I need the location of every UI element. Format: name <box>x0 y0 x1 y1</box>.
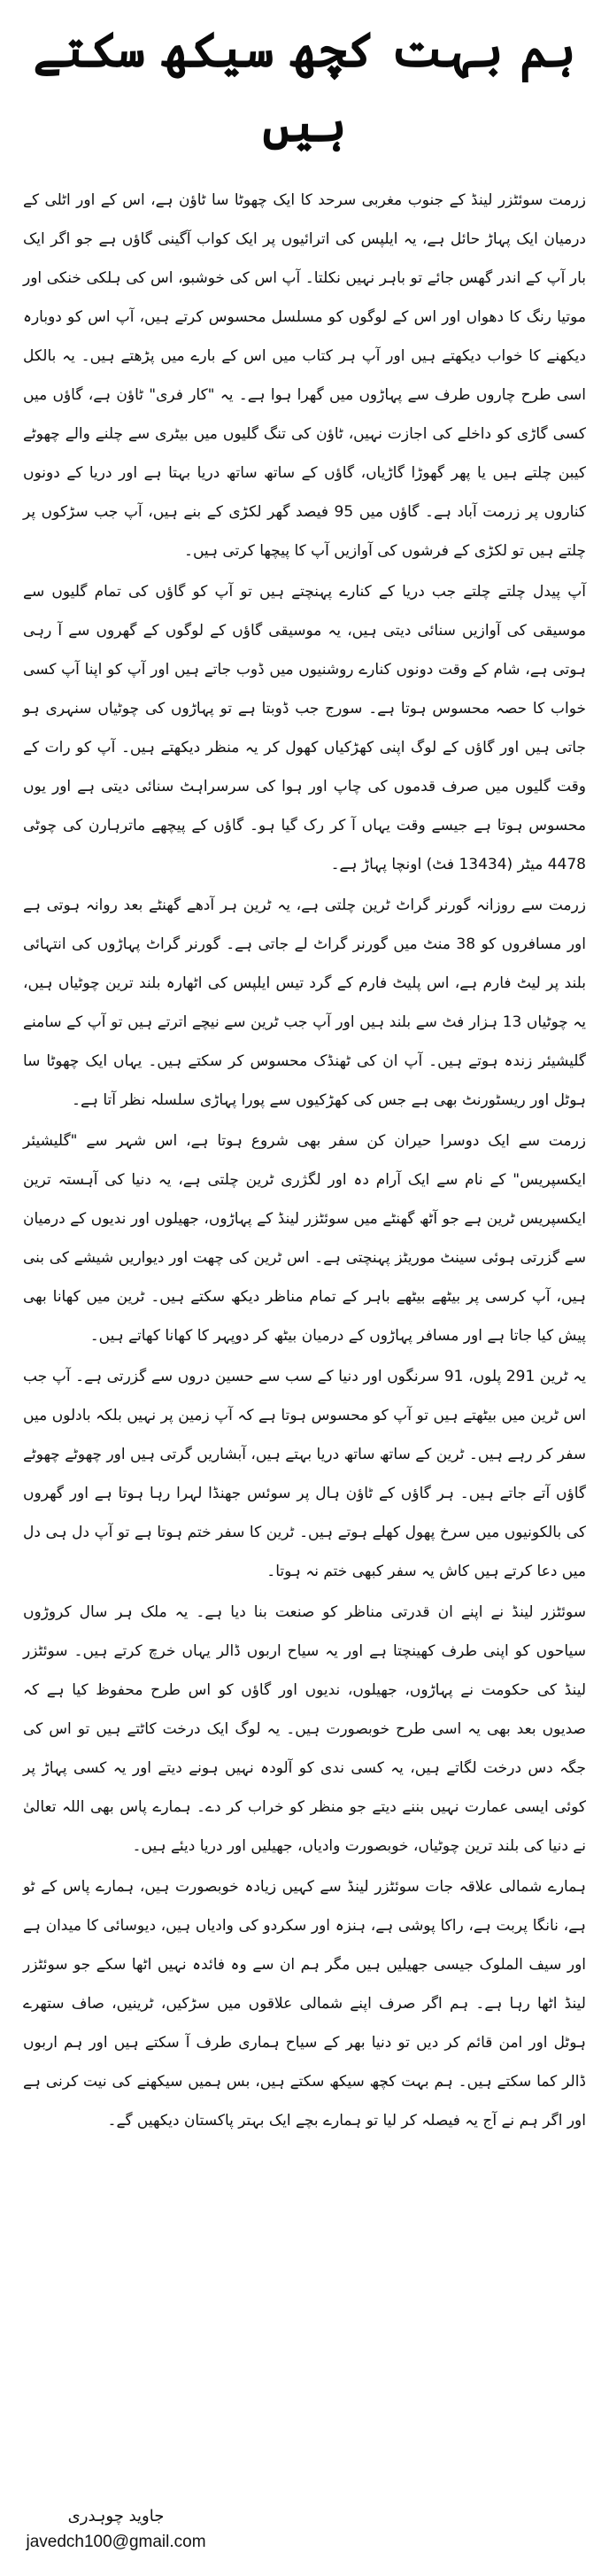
paragraph: آپ پیدل چلتے چلتے جب دریا کے کنارے پہنچتے ہیں تو آپ کو گاؤں کی تمام گلیوں سے موسیقی کی آوازیں سنائی دیتی ہیں، یہ موسیقی گاؤں کے لوگوں کے گھروں سے آ رہی ہوتی ہے، شام کے وقت دونوں کنارے روشنیوں میں ڈوب جاتے ہیں اور آپ کو اپنا آپ کسی خواب کا حصہ محسوس ہوتا ہے۔ سورج جب ڈوبتا ہے تو پہاڑوں کی چوٹیاں سنہری ہو جاتی ہیں اور گاؤں کے لوگ اپنی کھڑکیاں کھول کر یہ منظر دیکھتے ہیں۔ آپ کو رات کے وقت گلیوں میں صرف قدموں کی چاپ اور ہوا کی سرسراہٹ سنائی دیتی ہے اور یوں محسوس ہوتا ہے جیسے وقت یہاں آ کر رک گیا ہو۔ گاؤں کے پیچھے ماترہارن کی چوٹی 4478 میٹر (13434 فٹ) اونچا پہاڑ ہے۔ <box>23 583 586 873</box>
paragraph: زرمت سوئٹزر لینڈ کے جنوب مغربی سرحد کا ایک چھوٹا سا ٹاؤن ہے، اس کے اور اٹلی کے درمیان ایک پہاڑ حائل ہے، یہ ایلپس کی اترائیوں پر ایک کواب آگینی گاؤں ہے جو اگر ایک بار آپ کے اندر گھس جائے تو باہر نہیں نکلتا۔ آپ اس کی خوشبو، اس کی ہلکی خنکی اور موتیا رنگ کا دھواں اور اس کے لوگوں کو مسلسل محسوس کرتے ہیں، آپ اس کو دوبارہ دیکھنے کا خواب دیکھتے ہیں اور آپ ہر کتاب میں اس کے بارے میں پڑھتے ہیں۔ یہ بالکل اسی طرح چاروں طرف سے پہاڑوں میں گھرا ہوا ہے۔ یہ "کار فری" ٹاؤن ہے، گاؤں میں کسی گاڑی کو داخلے کی اجازت نہیں، ٹاؤن کی تنگ گلیوں میں بیٹری سے چلنے والے چھوٹے کیبن چلتے ہیں یا پھر گھوڑا گاڑیاں، گاؤں کے ساتھ ساتھ دریا بہتا ہے اور دریا کے دونوں کناروں پر زرمت آباد ہے۔ گاؤں میں 95 فیصد گھر لکڑی کے بنے ہیں، آپ جب سڑکوں پر چلتے ہیں تو لکڑی کے فرشوں کی آوازیں آپ کا پیچھا کرتی ہیں۔ <box>23 191 586 560</box>
article-body <box>23 181 586 2140</box>
article-title: ہم بہت کچھ سیکھ سکتے ہیں <box>33 21 576 152</box>
author-signoff <box>23 2503 209 2555</box>
paragraph: سوئٹزر لینڈ نے اپنے ان قدرتی مناظر کو صنعت بنا دیا ہے۔ یہ ملک ہر سال کروڑوں سیاحوں کو اپنی طرف کھینچتا ہے اور یہ سیاح اربوں ڈالر یہاں خرچ کرتے ہیں۔ سوئٹزر لینڈ کی حکومت نے پہاڑوں، جھیلوں، ندیوں اور گاؤں کو اس طرح محفوظ کیا ہے کہ صدیوں بعد بھی یہ اسی طرح خوبصورت ہیں۔ یہ لوگ ایک درخت کاٹتے ہیں تو اس کی جگہ دس درخت لگاتے ہیں، یہ کسی ندی کو آلودہ نہیں ہونے دیتے اور یہ کسی پہاڑ پر کوئی ایسی عمارت نہیں بننے دیتے جو منظر کو خراب کر دے۔ ہمارے پاس بھی اللہ تعالیٰ نے دنیا کی بلند ترین چوٹیاں، خوبصورت وادیاں، جھیلیں اور دریا دیئے ہیں۔ <box>23 1603 586 1855</box>
paragraph: زرمت سے روزانہ گورنر گراٹ ٹرین چلتی ہے، یہ ٹرین ہر آدھے گھنٹے بعد روانہ ہوتی ہے اور مسافروں کو 38 منٹ میں گورنر گراٹ لے جاتی ہے۔ گورنر گراٹ پہاڑوں کی انتہائی بلند پر لیٹ فارم ہے، اس پلیٹ فارم کے گرد تیس ایلپس کی اٹھارہ بلند ترین چوٹیاں ہیں، یہ چوٹیاں 13 ہزار فٹ سے بلند ہیں اور آپ جب ٹرین سے نیچے اترتے ہیں تو آپ کے سامنے گلیشیئر زندہ ہوتے ہیں۔ آپ ان کی ٹھنڈک محسوس کر سکتے ہیں۔ یہاں ایک چھوٹا سا ہوٹل اور ریسٹورنٹ بھی ہے جس کی کھڑکیوں سے پورا پہاڑی سلسلہ نظر آتا ہے۔ <box>23 896 587 1109</box>
author-name: جاوید چوہدری <box>67 2507 165 2526</box>
author-email[interactable]: javedch100@gmail.com <box>26 2533 206 2551</box>
paragraph: ہمارے شمالی علاقہ جات سوئٹزر لینڈ سے کہیں زیادہ خوبصورت ہیں، ہمارے پاس کے ٹو ہے، نانگا پربت ہے، راکا پوشی ہے، ہنزہ اور سکردو کی وادیاں ہیں، دیوسائی کا میدان ہے اور سیف الملوک جیسی جھیلیں ہیں مگر ہم ان سے وہ فائدہ نہیں اٹھا سکے جو سوئٹزر لینڈ اٹھا رہا ہے۔ ہم اگر صرف اپنے شمالی علاقوں میں سڑکیں، ٹرینیں، صاف ستھرے ہوٹل اور امن قائم کر دیں تو دنیا بھر کے سیاح ہماری طرف آ سکتے ہیں اور ہم اربوں ڈالر کما سکتے ہیں۔ ہم بہت کچھ سیکھ سکتے ہیں، بس ہمیں سیکھنے کی نیت کرنی ہے اور اگر ہم نے آج یہ فیصلہ کر لیا تو ہمارے بچے ایک بہتر پاکستان دیکھیں گے۔ <box>23 1878 586 2130</box>
paragraph: زرمت سے ایک دوسرا حیران کن سفر بھی شروع ہوتا ہے، اس شہر سے "گلیشیئر ایکسپریس" کے نام سے ایک آرام دہ اور لگژری ٹرین چلتی ہے، یہ دنیا کی آہستہ ترین ایکسپریس ٹرین ہے جو آٹھ گھنٹے میں سوئٹزر لینڈ کے پہاڑوں، جھیلوں اور ندیوں کے درمیان سے گزرتی ہوئی سینٹ موریٹز پہنچتی ہے۔ اس ٹرین کی چھت اور دیواریں شیشے کی بنی ہیں، آپ کرسی پر بیٹھے بیٹھے باہر کے تمام مناظر دیکھ سکتے ہیں۔ ٹرین میں کھانا بھی پیش کیا جاتا ہے اور مسافر پہاڑوں کے درمیان بیٹھ کر دوپہر کا کھانا کھاتے ہیں۔ <box>23 1132 587 1345</box>
paragraph: یہ ٹرین 291 پلوں، 91 سرنگوں اور دنیا کے سب سے حسین دروں سے گزرتی ہے۔ آپ جب اس ٹرین میں بیٹھتے ہیں تو آپ کو محسوس ہوتا ہے کہ آپ زمین پر نہیں بلکہ بادلوں میں سفر کر رہے ہیں۔ ٹرین کے ساتھ ساتھ دریا بہتے ہیں، آبشاریں گرتی ہیں اور چھوٹے چھوٹے گاؤں آتے جاتے ہیں۔ ہر گاؤں کے ٹاؤن ہال پر سوئس جھنڈا لہرا رہا ہوتا ہے اور گھروں کی بالکونیوں میں سرخ پھول کھلے ہوتے ہیں۔ ٹرین کا سفر ختم ہوتا ہے تو آپ دل ہی دل میں دعا کرتے ہیں کاش یہ سفر کبھی ختم نہ ہوتا۔ <box>23 1368 586 1580</box>
